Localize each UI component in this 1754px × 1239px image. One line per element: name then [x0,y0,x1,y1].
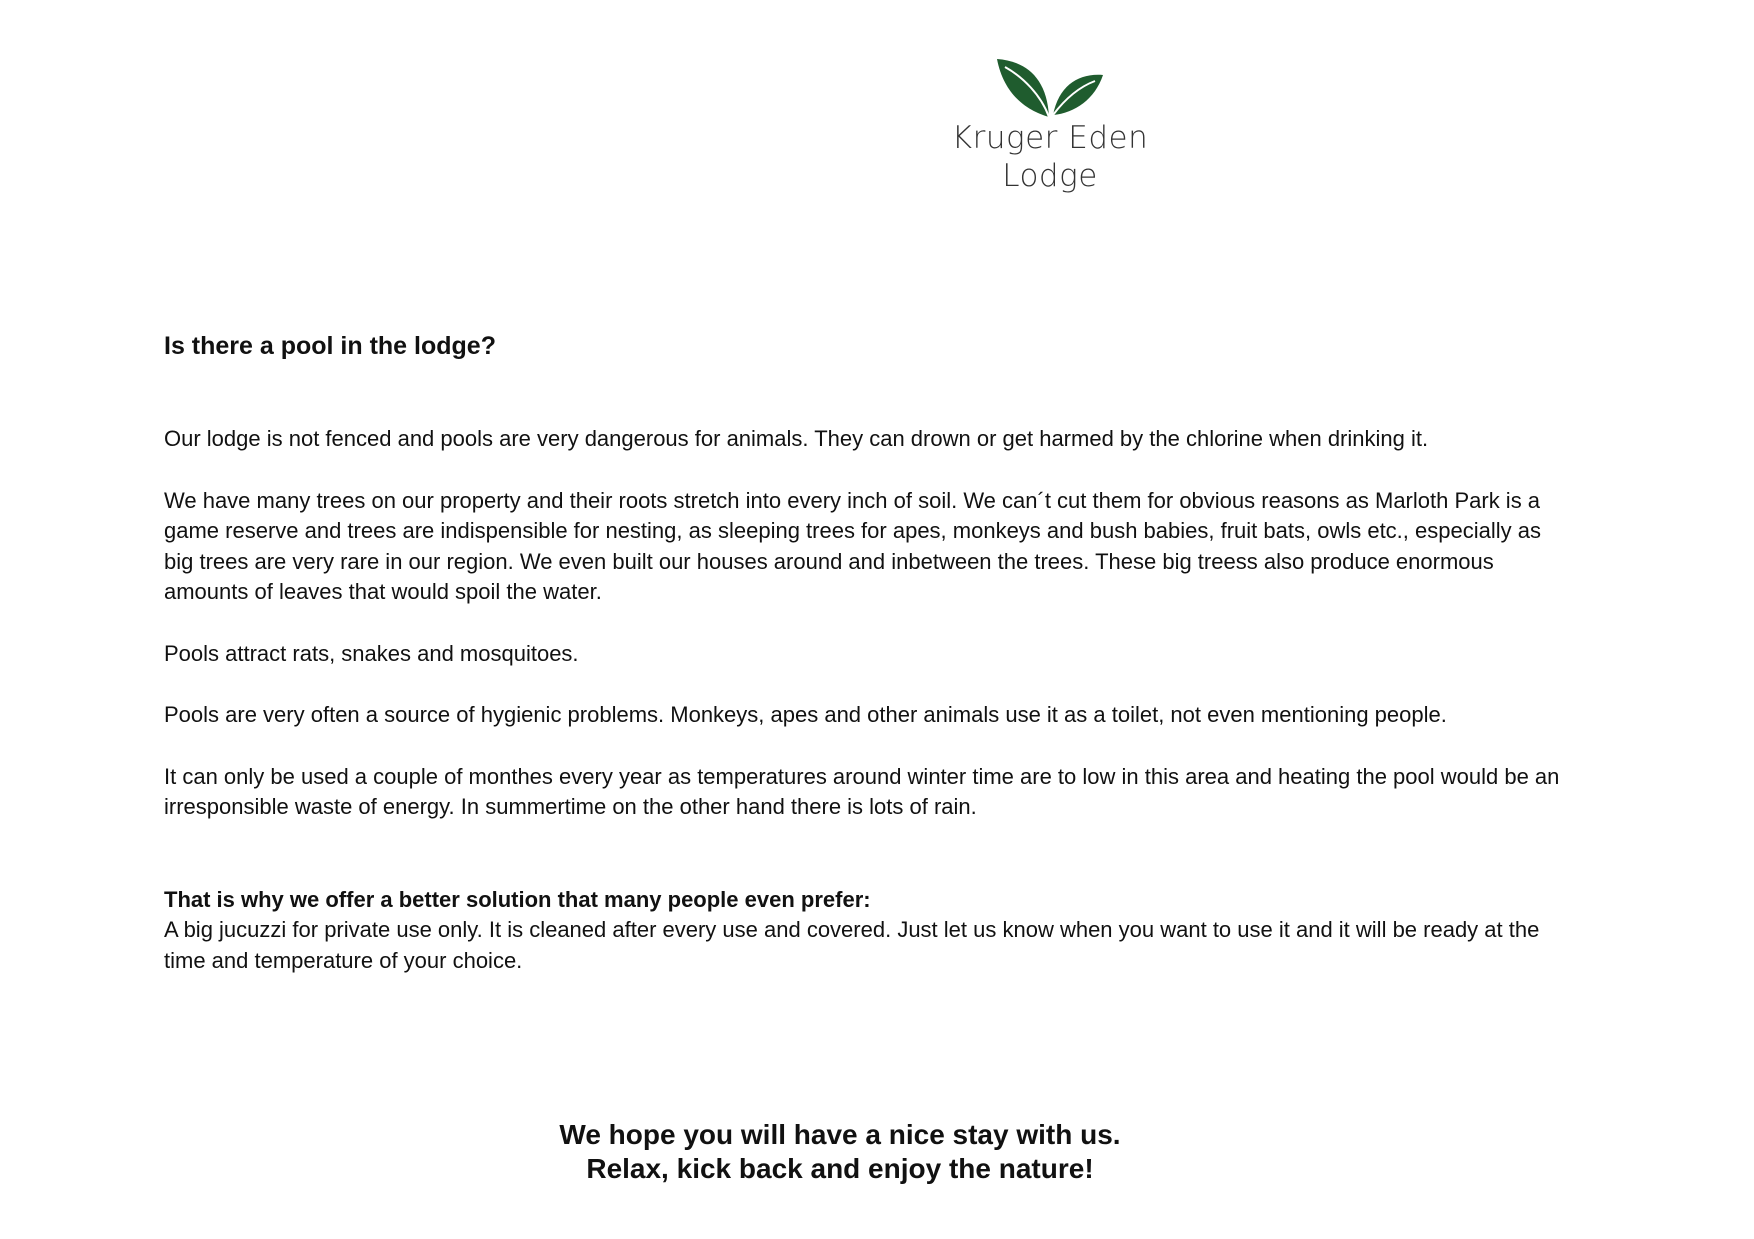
solution-title: That is why we offer a better solution that many people even prefer: [164,886,871,912]
paragraph-fence: Our lodge is not fenced and pools are very dangerous for animals. They can drown or get harmed by the chlorine when drinking it. [164,426,1429,451]
solution-block [164,885,1564,977]
paragraph-hygiene: Pools are very often a source of hygienic problems. Monkeys, apes and other animals use it as a toilet, not even mentioning people. [164,702,1447,727]
paragraph-season: It can only be used a couple of monthes every year as temperatures around winter time are to low in this area and heating the pool would be an irresponsible waste of energy. In summertime on the other hand there is lots of rain. [164,763,1560,819]
solution-text: A big jucuzzi for private use only. It is cleaned after every use and covered. Just let us know when you want to use it and it will be ready at the time and temperature of your choice. [164,917,1540,973]
leaf-icon [995,55,1105,119]
paragraph-trees: We have many trees on our property and their roots stretch into every inch of soil. We can´t cut them for obvious reasons as Marloth Park is a game reserve and trees are indispensible for nesting, as sleeping trees for apes, monkeys and bush babies, fruit bats, owls etc., especially as big trees are very rare in our region. We even built our houses around and inbetween the trees. These big treess also produce enormous amounts of leaves that would spoil the water. [164,487,1541,604]
paragraph-pests: Pools attract rats, snakes and mosquitoes. [164,640,579,666]
closing-message [0,1118,1680,1186]
logo-text-line-2: Lodge [1002,158,1098,194]
main-content [164,330,1564,976]
page-heading: Is there a pool in the lodge? [164,332,496,360]
logo-text-line-1: Kruger Eden [951,120,1149,156]
logo [920,55,1180,205]
closing-line-1: We hope you will have a nice stay with us. [559,1119,1121,1150]
closing-line-2: Relax, kick back and enjoy the nature! [586,1153,1094,1184]
